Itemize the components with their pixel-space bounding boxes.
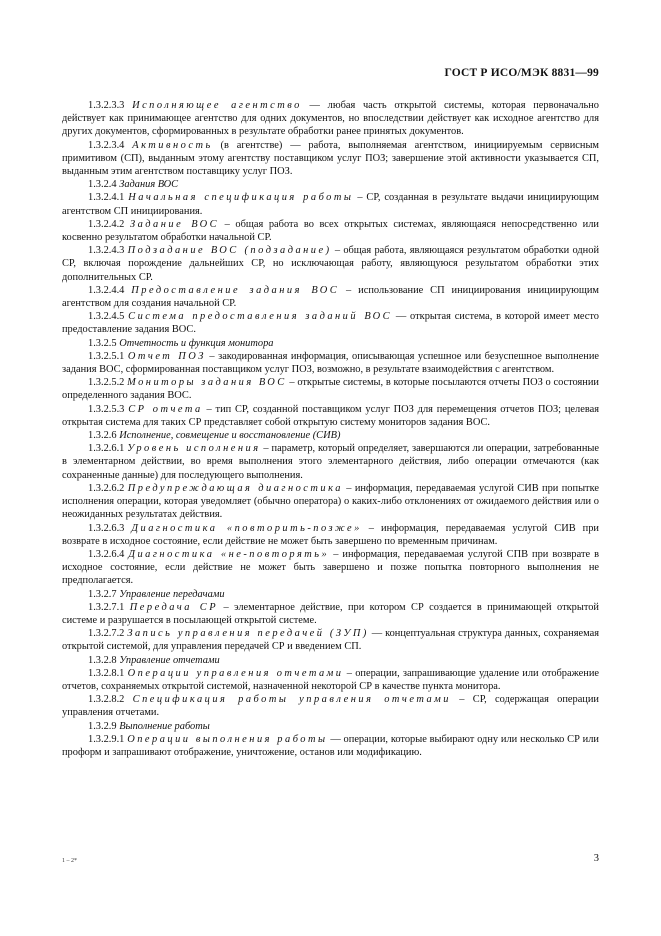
clause-number: 1.3.2.4.4 [88,284,125,296]
definition-paragraph [62,376,599,402]
definition-text: – параметр, который определяет, завершаются ли операции, затребованные в элементарном действии, во время выполнения этого элементарного действия, либо операции отмечаются (как сохраненные данные) для последующего выполнения. [62,443,599,481]
definition-paragraph [62,601,599,627]
section-heading [62,588,599,601]
defined-term: Операции управления отчетами [127,667,344,679]
definition-paragraph [62,191,599,217]
clause-number: 1.3.2.8.1 [88,667,125,679]
definition-text: – операции, запрашивающие удаление или отображение отчетов, сохраняемых открытой системой, назначенной некоторой СР в качестве пункта монитора. [62,667,599,692]
section-heading [62,337,599,350]
definition-text: – информация, передаваемая услугой СИВ при возврате в исходное состояние, если действие не может быть завершено по временным причинам. [62,522,599,547]
definition-text: — концептуальная структура данных, сохраняемая открытой системой, для управления передачей СР и введением СП. [62,628,599,653]
clause-number: 1.3.2.4.3 [88,245,125,257]
clause-number: 1.3.2.5.1 [88,350,125,362]
defined-term: Исполняющее агентство [132,100,302,111]
definition-text: – элементарное действие, при котором СР создается в принимающей открытой системе и разрушается в посылающей открытой системе. [62,601,599,626]
clause-number: 1.3.2.7.1 [88,601,125,613]
definition-paragraph [62,244,599,284]
clause-number: 1.3.2.5.3 [88,403,125,415]
definition-paragraph [62,522,599,548]
section-heading [62,720,599,733]
definition-text: — открытая система, в которой имеет место предоставление задания ВОС. [62,311,599,336]
clause-number: 1.3.2.6.4 [88,548,125,560]
definition-paragraph [62,218,599,244]
defined-term: Активность [132,139,213,151]
definition-text: (в агентстве) — работа, выполняемая агентством, инициируемым сервисным примитивом (СП), выданным этому агентству поставщиком услуг ПОЗ; завершение этой активности указывается СП, выданным этим агентством поставщику услуг ПОЗ. [62,139,600,178]
clause-number: 1.3.2.3.3 [88,100,125,111]
page-header: ГОСТ Р ИСО/МЭК 8831—99 [444,67,599,79]
defined-term: Передача СР [129,601,219,613]
defined-term: СР отчета [128,403,203,415]
section-heading [62,654,599,667]
definition-paragraph [62,548,599,588]
page-number: 3 [593,853,599,864]
defined-term: Подзадание ВОС (подзадание) [127,245,332,257]
clause-number: 1.3.2.7 [88,588,117,600]
section-heading [62,429,599,442]
defined-term: Отчет ПОЗ [127,350,206,362]
clause-number: 1.3.2.4.1 [88,192,125,204]
clause-number: 1.3.2.6.2 [88,482,125,494]
defined-term: Диагностика «повторить-позже» [131,522,362,534]
section-title: Исполнение, совмещение и восстановление (СИВ) [119,430,341,442]
clause-number: 1.3.2.5.2 [88,377,125,389]
clause-number: 1.3.2.4.2 [88,218,125,230]
defined-term: Запись управления передачей (ЗУП) [127,628,369,640]
section-title: Задания ВОС [119,179,179,191]
definition-paragraph [62,733,599,759]
definition-text: – информация, передаваемая услугой СПВ при возврате в исходное состояние, если действие не может быть завершено и позже попытка повторного выполнения не предполагается. [62,548,599,587]
clause-number: 1.3.2.7.2 [88,628,125,640]
definition-paragraph [62,667,599,693]
definition-paragraph [62,403,599,429]
definition-text: – информация, передаваемая услугой СИВ при попытке исполнения операции, которая уведомляет (обычно оператора) о каких-либо отклонениях от ожидаемого действия или о неожиданных результатах действия. [62,482,599,521]
definition-text: – открытые системы, в которые посылаются отчеты ПОЗ о состоянии определенного задания ВОС. [62,377,599,402]
document-body [62,99,599,759]
defined-term: Операции выполнения работы [127,733,328,745]
definition-text: — любая часть открытой системы, которая первоначально действует как принимающее агентство для одних документов, но впоследствии действует как исходное агентство для других документов, сформированных в результате обработки ранее принятых документов. [62,100,600,138]
definition-text: – СР, содержащая операции управления отчетами. [62,694,599,719]
definition-paragraph [62,310,599,336]
defined-term: Система предоставления заданий ВОС [128,311,393,323]
definition-text: — операции, которые выбирают одну или несколько СР или проформ и запрашивают отображение, уничтожение, останов или модификацию. [62,733,599,758]
defined-term: Уровень исполнения [127,443,261,455]
section-heading [62,178,599,191]
clause-number: 1.3.2.6.3 [88,522,125,534]
defined-term: Предоставление задания ВОС [131,284,340,296]
definition-text: – общая работа, являющаяся результатом обработки одной СР, включая порождение дальнейших СР, но исключающая работу, являющуюся результатом обработки этих дополнительных СР. [62,245,599,283]
definition-text: – тип СР, созданной поставщиком услуг ПОЗ для перемещения отчетов ПОЗ; целевая открытая система для таких СР представляет собой открытую систему мониторов задания ВОС. [62,403,599,428]
clause-number: 1.3.2.8.2 [88,694,125,706]
definition-paragraph [62,284,599,310]
definition-paragraph [62,350,599,376]
clause-number: 1.3.2.4 [88,179,117,191]
defined-term: Начальная спецификация работы [128,192,354,204]
definition-paragraph [62,693,599,719]
definition-paragraph [62,139,599,179]
definition-text: – СР, созданная в результате выдачи инициирующим агентством СП инициирования. [62,192,599,217]
definition-paragraph [62,99,599,139]
definition-text: – использование СП инициирования инициирующим агентством для создания начальной СР. [62,284,599,310]
defined-term: Мониторы задания ВОС [127,377,287,389]
clause-number: 1.3.2.6 [88,430,117,442]
defined-term: Диагностика «не-повторять» [128,548,330,560]
clause-number: 1.3.2.9 [88,720,117,732]
clause-number: 1.3.2.6.1 [88,443,125,455]
definition-paragraph [62,442,599,482]
definition-text: – общая работа во всех открытых системах, являющаяся непосредственно или косвенно результатом обработки начальной СР. [62,218,599,244]
defined-term: Задание ВОС [129,218,220,230]
clause-number: 1.3.2.3.4 [88,139,125,151]
clause-number: 1.3.2.8 [88,654,117,666]
definition-paragraph [62,627,599,653]
clause-number: 1.3.2.4.5 [88,311,125,323]
clause-number: 1.3.2.5 [88,337,117,349]
section-title: Выполнение работы [119,720,210,732]
defined-term: Предупреждающая диагностика [127,482,343,494]
definition-text: – закодированная информация, описывающая успешное или безуспешное выполнение задания ВОС, сформированная поставщиком услуг ПОЗ, возможно, в результате взаимодействия с агентством. [62,350,599,376]
section-title: Управление передачами [119,588,225,600]
footer-mark: 1 – 2* [62,858,77,864]
defined-term: Спецификация работы управления отчетами [132,694,452,706]
section-title: Отчетность и функция монитора [119,337,274,349]
definition-paragraph [62,482,599,522]
clause-number: 1.3.2.9.1 [88,733,125,745]
section-title: Управление отчетами [119,654,220,666]
